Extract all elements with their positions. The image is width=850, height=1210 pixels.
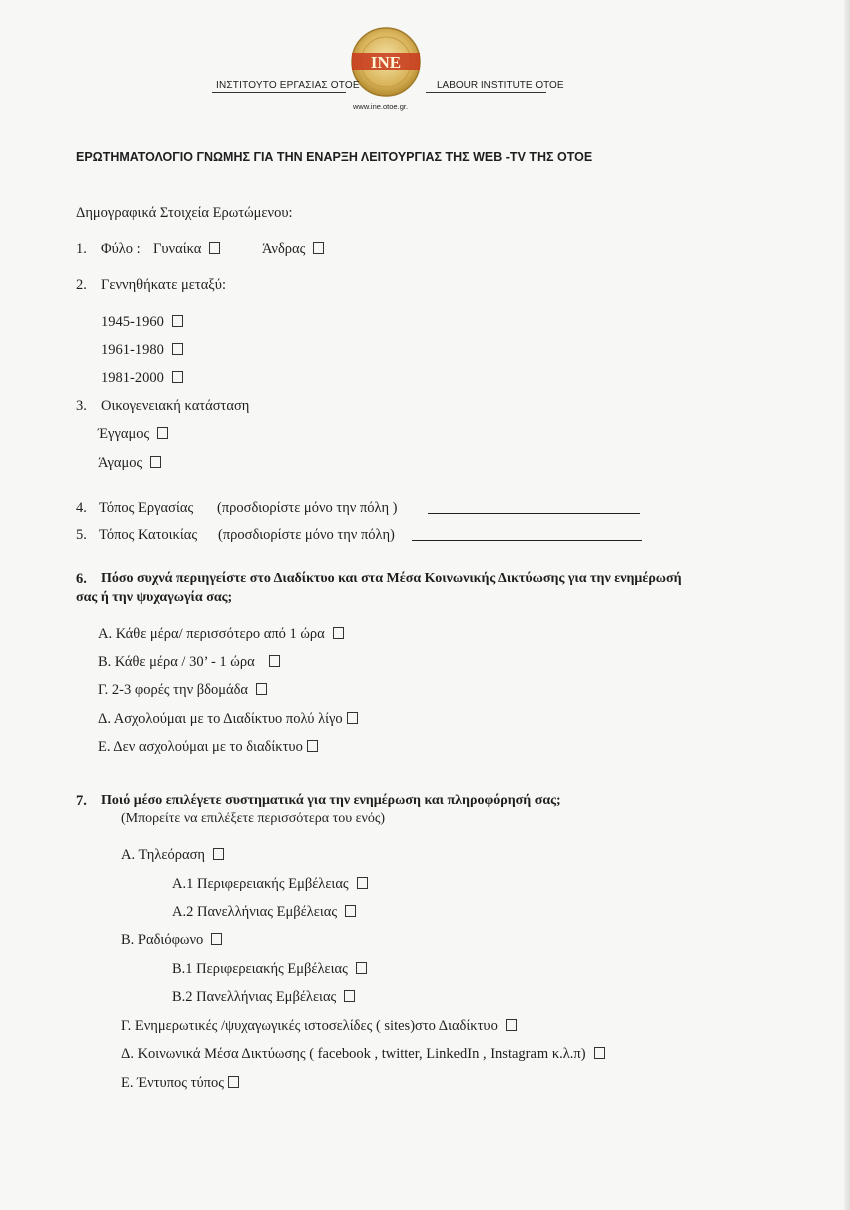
q7-option-social-media[interactable]	[121, 1046, 605, 1063]
q7-option-radio-regional[interactable]	[172, 961, 367, 978]
option-label: Α. Κάθε μέρα/ περισσότερο από 1 ώρα	[98, 626, 325, 642]
institute-name-gr: ΙΝΣΤΙΤΟΥΤΟ ΕΡΓΑΣΙΑΣ ΟΤΟΕ	[216, 80, 360, 91]
q4-number: 4.	[76, 500, 87, 516]
q4-label: Τόπος Εργασίας	[99, 500, 194, 516]
option-label: Δ. Ασχολούμαι με το Διαδίκτυο πολύ λίγο	[98, 711, 343, 727]
q6-option-c[interactable]	[98, 682, 267, 699]
option-single[interactable]	[98, 455, 161, 472]
q7-number: 7.	[76, 793, 87, 809]
option-female-label: Γυναίκα	[153, 241, 202, 257]
checkbox[interactable]	[269, 655, 280, 667]
checkbox[interactable]	[594, 1047, 605, 1059]
checkbox[interactable]	[172, 371, 183, 383]
logo-text: INE	[370, 53, 402, 72]
checkbox[interactable]	[345, 905, 356, 917]
q1-label: Φύλο :	[101, 241, 141, 257]
q4-hint: (προσδιορίστε μόνο την πόλη )	[217, 500, 398, 516]
option-label: Β.1 Περιφερειακής Εμβέλειας	[172, 961, 348, 977]
q3-label: Οικογενειακή κατάσταση	[101, 398, 250, 414]
checkbox[interactable]	[356, 962, 367, 974]
checkbox[interactable]	[347, 712, 358, 724]
checkbox[interactable]	[333, 627, 344, 639]
q7-option-radio[interactable]	[121, 932, 222, 949]
option-label: 1981-2000	[101, 370, 164, 386]
q6-option-a[interactable]	[98, 626, 344, 643]
q7-option-tv-regional[interactable]	[172, 876, 368, 893]
option-1961-1980[interactable]	[101, 342, 183, 359]
checkbox[interactable]	[157, 427, 168, 439]
option-label: Γ. 2-3 φορές την βδομάδα	[98, 682, 249, 698]
option-male[interactable]	[262, 241, 324, 258]
q6-option-b[interactable]	[98, 654, 280, 671]
checkbox[interactable]	[209, 242, 220, 254]
q5-hint: (προσδιορίστε μόνο την πόλη)	[218, 527, 395, 543]
option-1981-2000[interactable]	[101, 370, 183, 387]
option-label: 1961-1980	[101, 342, 164, 358]
option-label: Ε. Έντυπος τύπος	[121, 1075, 224, 1091]
checkbox[interactable]	[357, 877, 368, 889]
checkbox[interactable]	[172, 343, 183, 355]
q1-number: 1.	[76, 241, 87, 257]
option-label: Β. Ραδιόφωνο	[121, 932, 204, 948]
residence-field[interactable]	[412, 540, 642, 541]
q7-option-tv-national[interactable]	[172, 904, 356, 921]
demographics-heading: Δημογραφικά Στοιχεία Ερωτώμενου:	[76, 205, 293, 221]
checkbox[interactable]	[256, 683, 267, 695]
checkbox[interactable]	[150, 456, 161, 468]
q6-option-e[interactable]	[98, 739, 318, 756]
option-label: Α.1 Περιφερειακής Εμβέλειας	[172, 876, 349, 892]
q2-number: 2.	[76, 277, 87, 293]
header-rule-right	[426, 92, 546, 93]
checkbox[interactable]	[313, 242, 324, 254]
q5-number: 5.	[76, 527, 87, 543]
option-male-label: Άνδρας	[262, 241, 306, 257]
q7-option-websites[interactable]	[121, 1018, 517, 1035]
option-label: Ε. Δεν ασχολούμαι με το διαδίκτυο	[98, 739, 303, 755]
option-label: Έγγαμος	[98, 426, 150, 442]
q6-option-d[interactable]	[98, 711, 358, 728]
checkbox[interactable]	[211, 933, 222, 945]
q3-number: 3.	[76, 398, 87, 414]
q7-option-radio-national[interactable]	[172, 989, 355, 1006]
checkbox[interactable]	[344, 990, 355, 1002]
option-label: Άγαμος	[98, 455, 143, 471]
q7-option-print[interactable]	[121, 1075, 239, 1092]
option-female[interactable]	[153, 241, 220, 258]
work-place-field[interactable]	[428, 513, 640, 514]
option-label: Β. Κάθε μέρα / 30’ - 1 ώρα	[98, 654, 255, 670]
website-url: www.ine.otoe.gr.	[353, 102, 409, 111]
q5-label: Τόπος Κατοικίας	[99, 527, 198, 543]
checkbox[interactable]	[213, 848, 224, 860]
option-label: Β.2 Πανελλήνιας Εμβέλειας	[172, 989, 337, 1005]
q7-text: Ποιό μέσο επιλέγετε συστηματικά για την ενημέρωση και πληροφόρησή σας;	[101, 793, 561, 808]
option-label: Δ. Κοινωνικά Μέσα Δικτύωσης ( facebook , twitter, LinkedIn , Instagram κ.λ.π)	[121, 1046, 586, 1062]
option-label: 1945-1960	[101, 314, 164, 330]
option-label: Α.2 Πανελλήνιας Εμβέλειας	[172, 904, 338, 920]
q6-text-line2: σας ή την ψυχαγωγία σας;	[76, 590, 233, 605]
institute-name-en: LABOUR INSTITUTE OTOE	[437, 80, 564, 91]
option-1945-1960[interactable]	[101, 314, 183, 331]
checkbox[interactable]	[506, 1019, 517, 1031]
checkbox[interactable]	[307, 740, 318, 752]
q6-text-line1: Πόσο συχνά περιηγείστε στο Διαδίκτυο και στα Μέσα Κοινωνικής Δικτύωσης για την ενημέρωσή	[101, 571, 682, 586]
checkbox[interactable]	[172, 315, 183, 327]
q2-label: Γεννηθήκατε μεταξύ:	[101, 277, 226, 293]
q7-note: (Μπορείτε να επιλέξετε περισσότερα του ενός)	[121, 811, 386, 826]
option-label: Γ. Ενημερωτικές /ψυχαγωγικές ιστοσελίδες ( sites)στο Διαδίκτυο	[121, 1018, 498, 1034]
page-edge-shadow	[844, 0, 850, 1210]
option-married[interactable]	[98, 426, 168, 443]
checkbox[interactable]	[228, 1076, 239, 1088]
header-rule-left	[212, 92, 346, 93]
page-title: ΕΡΩΤΗΜΑΤΟΛΟΓΙΟ ΓΝΩΜΗΣ ΓΙΑ ΤΗΝ ΕΝΑΡΞΗ ΛΕΙΤΟΥΡΓΙΑΣ ΤΗΣ WEB -TV ΤΗΣ ΟΤΟΕ	[76, 150, 593, 164]
q7-option-tv[interactable]	[121, 847, 224, 864]
option-label: Α. Τηλεόραση	[121, 847, 205, 863]
q6-number: 6.	[76, 571, 87, 587]
